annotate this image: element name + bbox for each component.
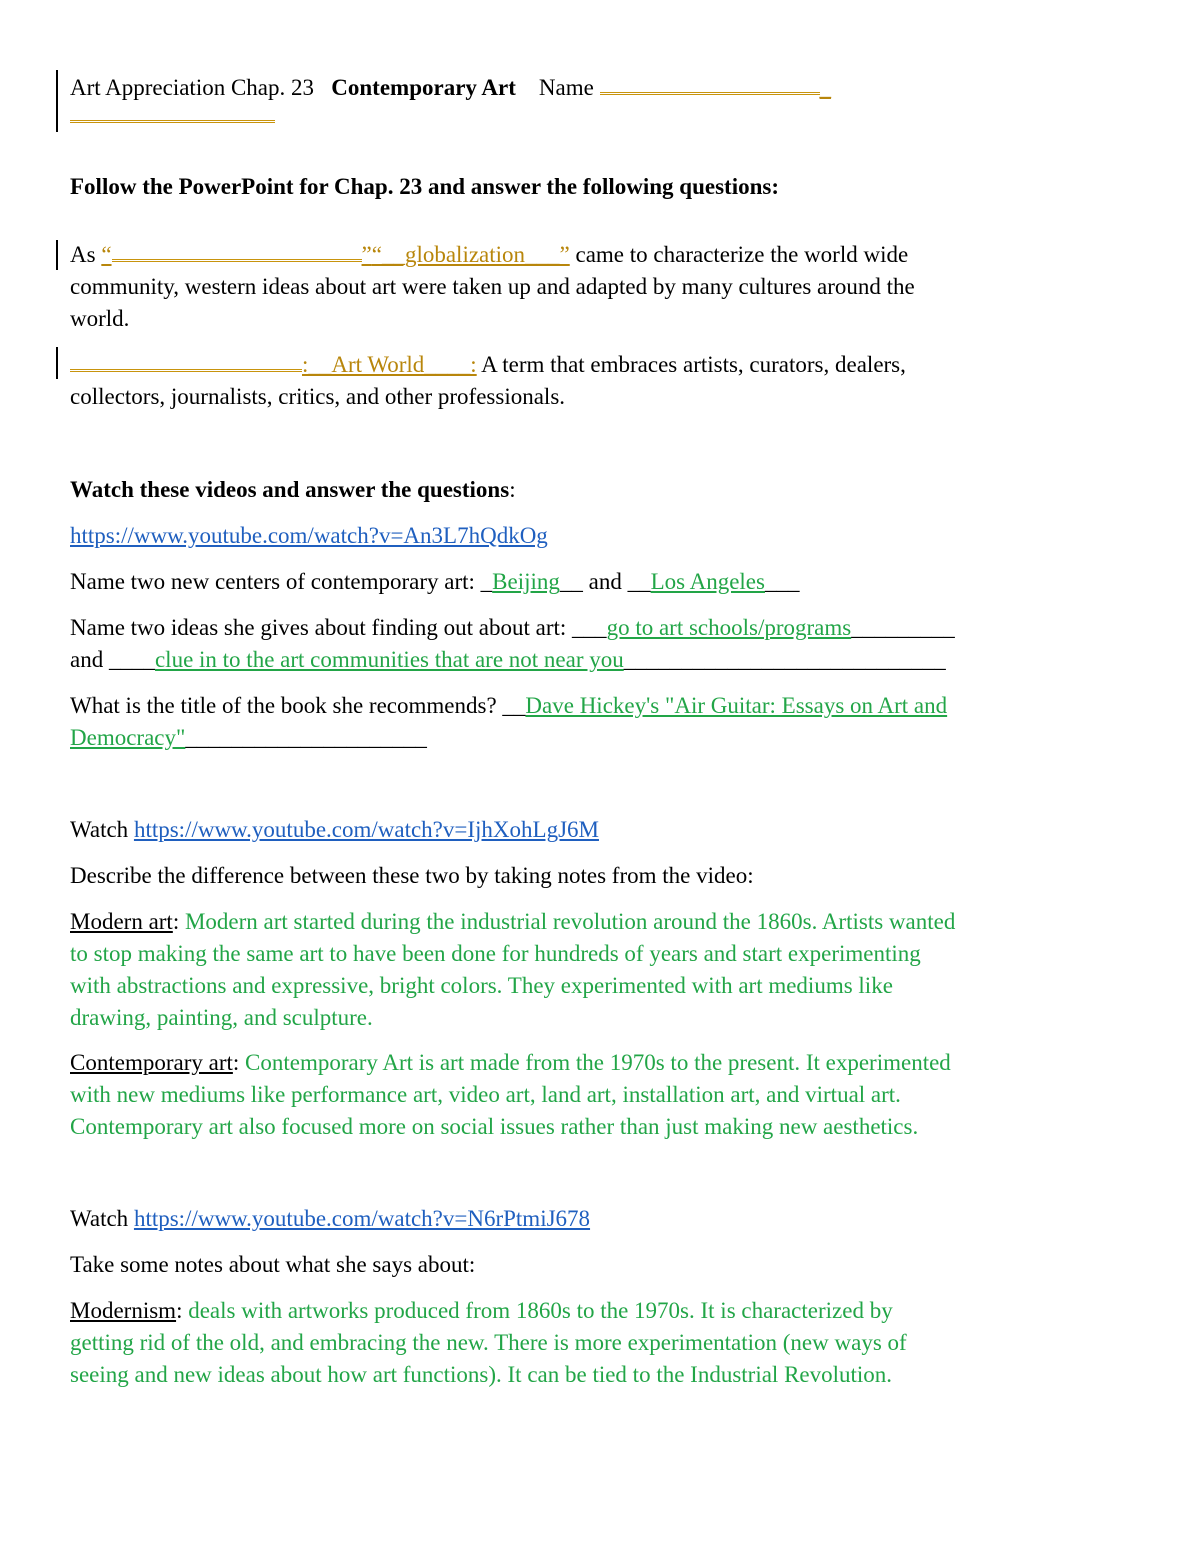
q1-open-quote: “ (101, 242, 112, 267)
question-globalization-line2: community, western ideas about art were taken up and adapted by many cultures around the (70, 274, 915, 299)
topic-title: Contemporary Art (331, 75, 516, 100)
modernism-note-line3: seeing and new ideas about how art functions). It can be tied to the Industrial Revolution. (70, 1362, 893, 1387)
watch-video-3: Watch https://www.youtube.com/watch?v=N6rPtmiJ678 (70, 1206, 591, 1231)
q2-blank[interactable] (70, 369, 302, 372)
video-link-2-url[interactable]: https://www.youtube.com/watch?v=IjhXohLgJ6M (133, 817, 599, 842)
question-book-line2: Democracy"_____________________ (70, 725, 427, 750)
modern-art-note: Modern art: Modern art started during the industrial revolution around the 1860s. Artists wanted (70, 909, 956, 934)
answer-idea-2: clue in to the art communities that are not near you (154, 647, 624, 672)
question-ideas: Name two ideas she gives about finding out about art: ___go to art schools/programs_________ (70, 615, 955, 640)
q1-close-quote: ” (361, 242, 372, 267)
prompt-notes: Take some notes about what she says about: (70, 1252, 476, 1277)
answer-globalization: “__globalization___” (371, 242, 570, 267)
section1-heading: Watch these videos and answer the questions: (70, 477, 516, 502)
change-bar (56, 70, 58, 132)
name-label: Name (538, 75, 594, 100)
question-book: What is the title of the book she recommends? __Dave Hickey's "Air Guitar: Essays on Art and (70, 693, 948, 718)
modern-art-note-line2: to stop making the same art to have been done for hundreds of years and start experimenting (70, 941, 921, 966)
answer-beijing: Beijing (492, 569, 560, 594)
name-blank[interactable] (600, 92, 820, 95)
course-title: Art Appreciation Chap. 23 (70, 75, 315, 100)
name-blank-line2[interactable] (70, 100, 275, 132)
answer-los-angeles: Los Angeles (650, 569, 765, 594)
video-link-1 (70, 520, 548, 552)
contemporary-art-note-line3: Contemporary art also focused more on social issues rather than just making new aesthetics. (70, 1114, 919, 1139)
question-ideas-line2: and ____clue in to the art communities that are not near you____________________________ (70, 647, 946, 672)
q1-blank[interactable] (112, 259, 362, 262)
video-link-3-url[interactable]: https://www.youtube.com/watch?v=N6rPtmiJ678 (133, 1206, 591, 1231)
prompt-difference: Describe the difference between these two by taking notes from the video: (70, 863, 754, 888)
change-bar (56, 347, 58, 379)
contemporary-art-note: Contemporary art: Contemporary Art is art made from the 1970s to the present. It experimented (70, 1050, 951, 1075)
name-blank-continued[interactable] (70, 120, 275, 123)
change-bar (56, 240, 58, 270)
answer-book: Dave Hickey's "Air Guitar: Essays on Art and (525, 693, 948, 718)
name-blank-tail: _ (819, 75, 832, 100)
modernism-note-line2: getting rid of the old, and embracing the new. There is more experimentation (new ways of (70, 1330, 907, 1355)
contemporary-art-note-line2: with new mediums like performance art, video art, land art, installation art, and virtual art. (70, 1082, 901, 1107)
modernism-label: Modernism (70, 1298, 177, 1323)
video-link-1-url[interactable]: https://www.youtube.com/watch?v=An3L7hQdkOg (70, 523, 548, 548)
modern-art-label: Modern art (70, 909, 173, 934)
question-art-world: :__Art World____: A term that embraces artists, curators, dealers, (70, 349, 906, 381)
instructions: Follow the PowerPoint for Chap. 23 and answer the following questions: (70, 174, 779, 199)
answer-art-world: :__Art World____: (302, 352, 477, 377)
question-art-world-line2: collectors, journalists, critics, and other professionals. (70, 384, 566, 409)
question-globalization-line3: world. (70, 306, 130, 331)
watch-video-2: Watch https://www.youtube.com/watch?v=IjhXohLgJ6M (70, 817, 599, 842)
question-globalization: As “ ”“__globalization___” came to characterize the world wide (70, 242, 909, 267)
answer-book-continued: Democracy" (70, 725, 186, 750)
modernism-note: Modernism: deals with artworks produced from 1860s to the 1970s. It is characterized by (70, 1298, 893, 1323)
answer-idea-1: go to art schools/programs (606, 615, 852, 640)
question-centers: Name two new centers of contemporary art: _Beijing__ and __Los Angeles___ (70, 569, 800, 594)
modern-art-note-line4: drawing, painting, and sculpture. (70, 1005, 373, 1030)
contemporary-art-label: Contemporary art (70, 1050, 233, 1075)
modern-art-note-line3: with abstractions and expressive, bright colors. They experimented with art mediums like (70, 973, 893, 998)
